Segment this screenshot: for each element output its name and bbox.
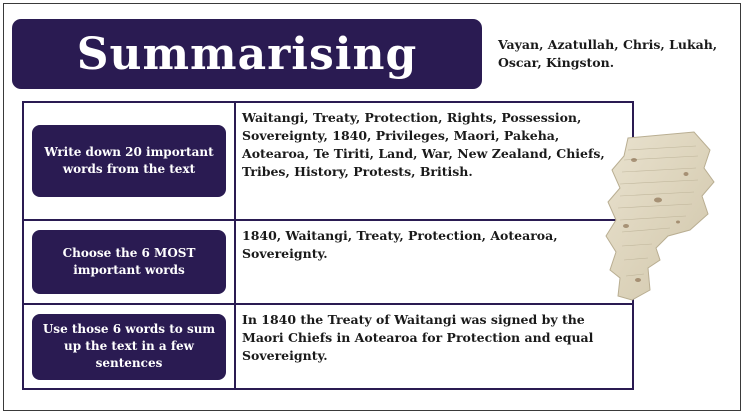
answer-cell-1[interactable]: Waitangi, Treaty, Protection, Rights, Possession, Sovereignty, 1840, Privileges, Maori, Pakeha, Aotearoa, Te Tiriti, Land, War, New Zealand, Chiefs, Tribes, History, Protests, British. — [236, 103, 632, 221]
summary-table — [22, 101, 634, 390]
prompt-label-1: Write down 20 important words from the text — [32, 125, 226, 197]
prompt-label-2: Choose the 6 MOST important words — [32, 230, 226, 294]
page-title: Summarising — [76, 28, 418, 80]
answer-cell-3[interactable]: In 1840 the Treaty of Waitangi was signed by the Maori Chiefs in Aotearoa for Protection and equal Sovereignty. — [242, 312, 594, 363]
prompt-cell-1 — [24, 103, 236, 221]
treaty-document-image — [598, 130, 722, 302]
title-banner — [12, 19, 482, 89]
prompt-cell-3 — [24, 305, 236, 388]
prompt-label-3: Use those 6 words to sum up the text in a few sentences — [32, 314, 226, 380]
answer-cell-2[interactable]: 1840, Waitangi, Treaty, Protection, Aotearoa, Sovereignty. — [236, 221, 632, 305]
group-names: Vayan, Azatullah, Chris, Lukah, Oscar, Kingston. — [498, 37, 718, 70]
prompt-cell-2 — [24, 221, 236, 305]
